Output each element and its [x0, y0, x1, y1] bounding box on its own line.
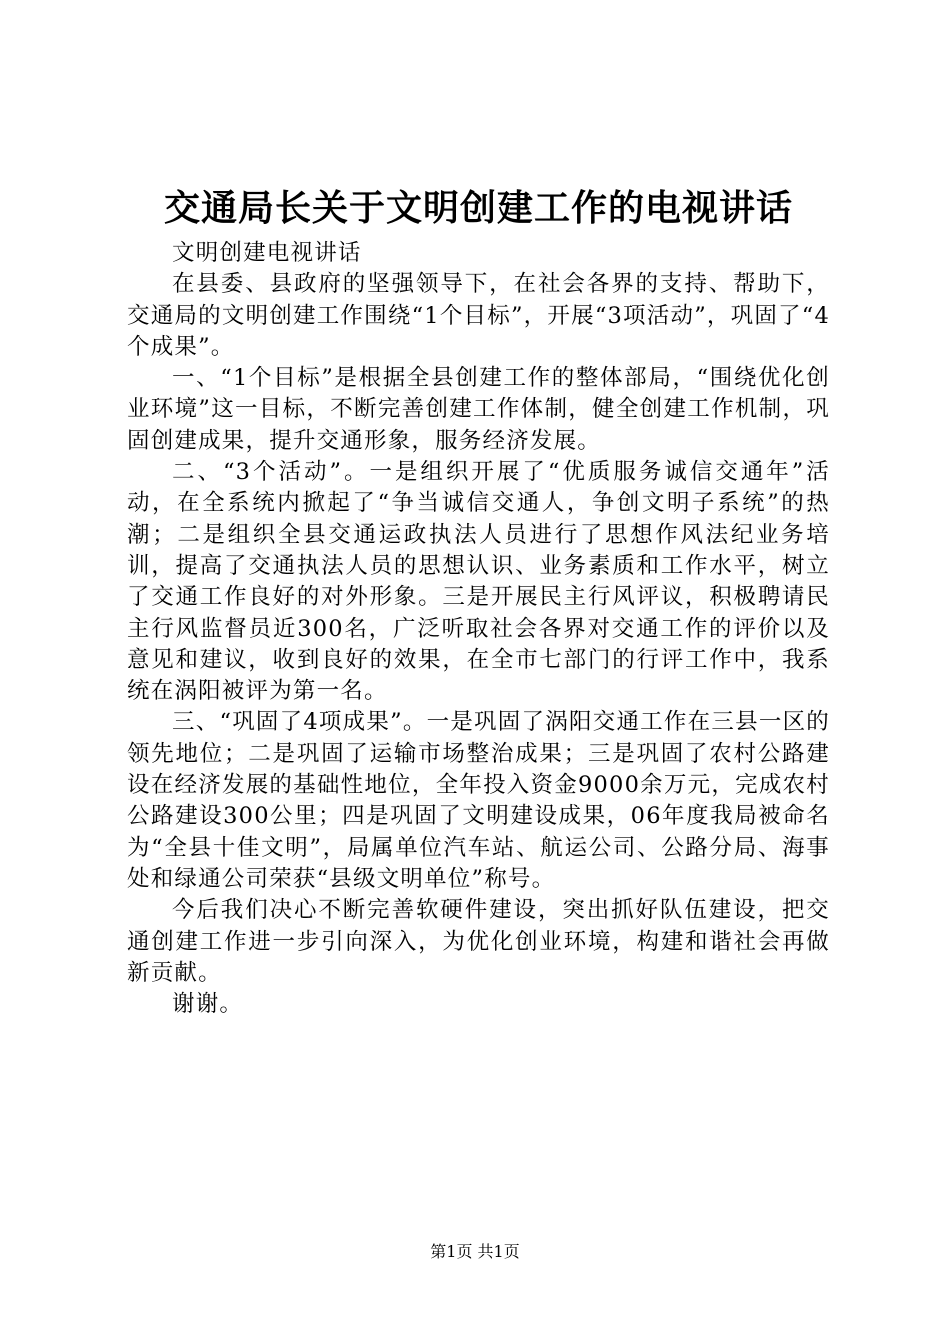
paragraph-activities: 二、“3个活动”。一是组织开展了“优质服务诚信交通年”活动，在全系统内掀起了“争当诚信交通人，争创文明子系统”的热潮；二是组织全县交通运政执法人员进行了思想作风法纪业务培训，提高了交通执法人员的思想认识、业务素质和工作水平，树立了交通工作良好的对外形象。三是开展民主行风评议，积极聘请民主行风监督员近300名，广泛听取社会各界对交通工作的评价以及意见和建议，收到良好的效果，在全市七部门的行评工作中，我系统在涡阳被评为第一名。 — [127, 459, 830, 705]
paragraph-future: 今后我们决心不断完善软硬件建设，突出抓好队伍建设，把交通创建工作进一步引向深入，为优化创业环境，构建和谐社会再做新贡献。 — [127, 897, 830, 986]
document-title: 交通局长关于文明创建工作的电视讲话 — [163, 187, 793, 229]
paragraph-subtitle: 文明创建电视讲话 — [172, 240, 362, 266]
paragraph-goal: 一、“1个目标”是根据全县创建工作的整体部局，“围绕优化创业环境”这一目标，不断完善创建工作体制，健全创建工作机制，巩固创建成果，提升交通形象，服务经济发展。 — [127, 365, 830, 454]
paragraph-results: 三、“巩固了4项成果”。一是巩固了涡阳交通工作在三县一区的领先地位；二是巩固了运输市场整治成果；三是巩固了农村公路建设在经济发展的基础性地位，全年投入资金9000余万元，完成农村公路建设300公里；四是巩固了文明建设成果，06年度我局被命名为“全县十佳文明”，局属单位汽车站、航运公司、公路分局、海事处和绿通公司荣获“县级文明单位”称号。 — [127, 709, 830, 892]
page-footer: 第1页 共1页 — [430, 1242, 520, 1261]
paragraph-intro: 在县委、县政府的坚强领导下，在社会各界的支持、帮助下，交通局的文明创建工作围绕“1个目标”，开展“3项活动”，巩固了“4个成果”。 — [127, 271, 830, 360]
document-page — [127, 182, 830, 1020]
paragraph-thanks: 谢谢。 — [172, 991, 244, 1018]
